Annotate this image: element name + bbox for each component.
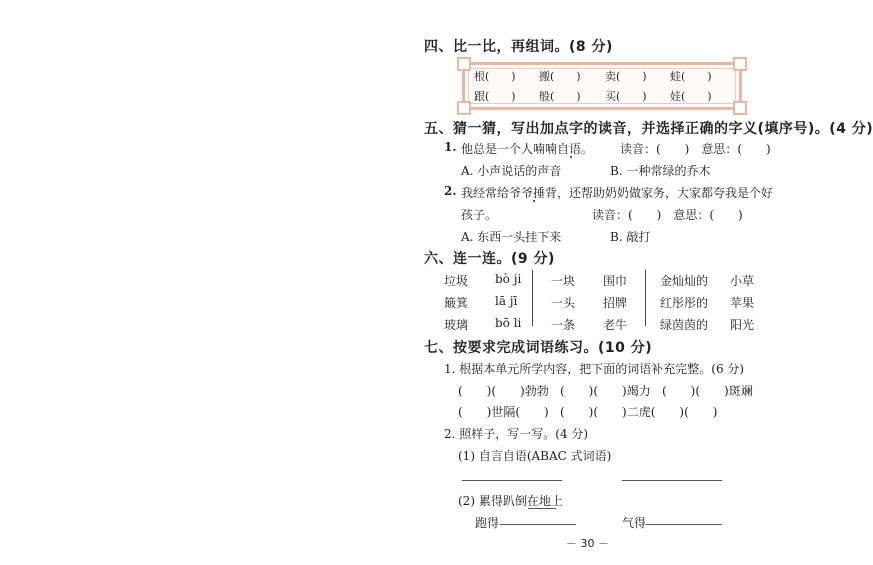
emphasis-dot <box>533 200 535 202</box>
section-6-title: 六、连一连。(9 分) <box>424 251 555 267</box>
compare-cell[interactable]: 根( ) <box>474 70 516 83</box>
column-divider <box>645 270 646 326</box>
q5-2-option-b: B. 敲打 <box>610 230 651 244</box>
idiom-blank[interactable]: ( )( )二虎( )( ) <box>560 405 718 419</box>
match-pinyin: bō li <box>495 316 522 330</box>
compare-cell[interactable]: 蛙( ) <box>670 70 712 83</box>
fill-word-2: 气得 <box>622 516 647 530</box>
match-noun: 围巾 <box>603 274 628 288</box>
page-number: － 30 － <box>566 537 609 550</box>
idiom-blank[interactable]: ( )( )勃勃 <box>458 384 549 398</box>
match-measure: 一块 <box>551 274 576 288</box>
match-object: 阳光 <box>730 318 755 332</box>
compare-cell[interactable]: 搬( ) <box>539 70 581 83</box>
section-5-title: 五、猜一猜，写出加点字的读音，并选择正确的字义(填序号)。(4 分) <box>424 121 873 137</box>
section-4-title: 四、比一比，再组词。(8 分) <box>424 39 613 55</box>
compare-cell[interactable]: 买( ) <box>605 90 647 103</box>
answer-line[interactable] <box>462 480 562 481</box>
q5-2-text-line1: 我经常给爷爷捶背，还帮助奶奶做家务，大家都夸我是个好 <box>461 186 774 200</box>
match-pinyin: bò ji <box>495 272 522 286</box>
q5-2-text-line2: 孩子。 <box>461 208 498 222</box>
emphasis-dot <box>570 156 572 158</box>
match-adjective: 红彤彤的 <box>660 296 709 310</box>
sub-question-1: (1) 自言自语(ABAC 式词语) <box>458 449 612 463</box>
q5-1-option-a: A. 小声说话的声音 <box>461 164 562 178</box>
match-word: 玻璃 <box>444 318 469 332</box>
idiom-blank[interactable]: ( )世隔( ) <box>458 405 549 419</box>
idiom-blank[interactable]: ( )( )竭力 <box>560 384 651 398</box>
compare-cell[interactable]: 跟( ) <box>474 90 516 103</box>
fill-word-1: 跑得 <box>475 516 500 530</box>
q5-1-text: 他总是一个人喃喃自语。 <box>461 142 594 156</box>
match-noun: 老牛 <box>603 318 628 332</box>
q5-2-option-a: A. 东西一头挂下来 <box>461 230 562 244</box>
q5-1-answer[interactable]: 读音：( ) 意思：( ) <box>620 142 771 156</box>
q5-2-number: 2. <box>444 184 457 198</box>
idiom-blank[interactable]: ( )( )斑斓 <box>662 384 753 398</box>
answer-line[interactable] <box>622 480 722 481</box>
match-adjective: 金灿灿的 <box>660 274 709 288</box>
match-word: 簸箕 <box>444 296 469 310</box>
match-measure: 一条 <box>551 318 576 332</box>
compare-cell[interactable]: 般( ) <box>539 90 581 103</box>
q5-1-option-b: B. 一种常绿的乔木 <box>610 164 711 178</box>
match-word: 垃圾 <box>444 274 469 288</box>
match-object: 小草 <box>730 274 755 288</box>
match-measure: 一头 <box>551 296 576 310</box>
q5-2-answer[interactable]: 读音：( ) 意思：( ) <box>592 208 743 222</box>
compare-cell[interactable]: 卖( ) <box>605 70 647 83</box>
example-underline <box>528 508 556 509</box>
match-pinyin: lā jī <box>495 294 518 308</box>
sub-question-2: (2) 累得趴倒在地上 <box>458 494 563 508</box>
q7-2-instruction: 2. 照样子，写一写。(4 分) <box>444 427 589 441</box>
match-noun: 招牌 <box>603 296 628 310</box>
match-object: 苹果 <box>730 296 755 310</box>
column-divider <box>532 270 533 326</box>
q5-1-number: 1. <box>444 140 457 154</box>
match-adjective: 绿茵茵的 <box>660 318 709 332</box>
answer-line[interactable] <box>500 524 576 525</box>
section-7-title: 七、按要求完成词语练习。(10 分) <box>424 340 653 356</box>
q7-1-instruction: 1. 根据本单元所学内容，把下面的词语补充完整。(6 分) <box>444 362 745 376</box>
answer-line[interactable] <box>646 524 722 525</box>
compare-cell[interactable]: 娃( ) <box>670 90 712 103</box>
